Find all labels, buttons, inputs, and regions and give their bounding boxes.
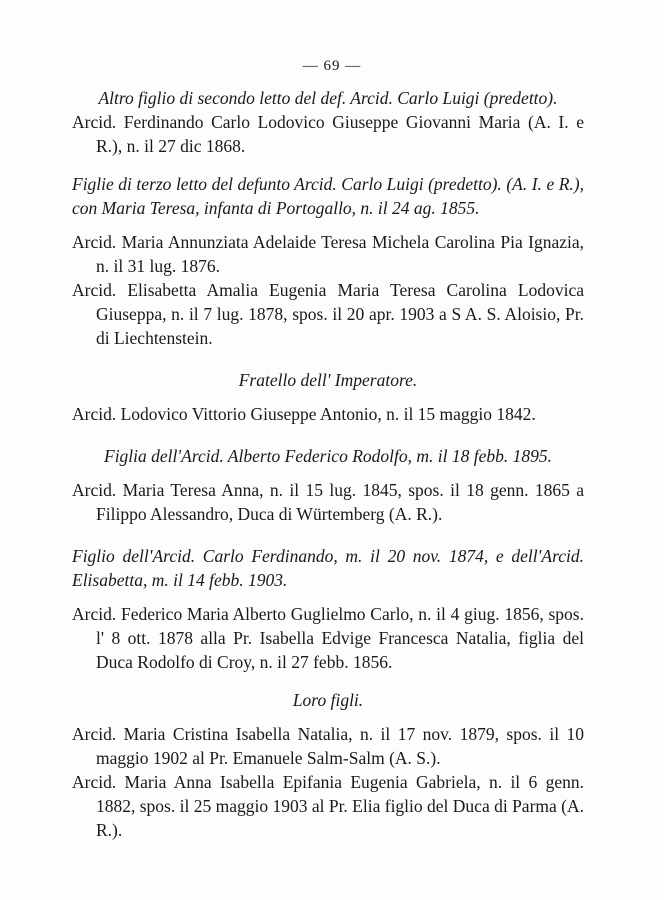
genealogy-entry: Arcid. Federico Maria Alberto Guglielmo Carlo, n. il 4 giug. 1856, spos. l' 8 ott. 1878 alla Pr. Isabella Edvige Francesca Natalia, figlia del Duca Rodolfo di Croy, n. il 27 febb. 1856. — [72, 604, 584, 672]
genealogy-entry: Arcid. Lodovico Vittorio Giuseppe Antonio, n. il 15 maggio 1842. — [72, 404, 536, 424]
section-heading: Figlie di terzo letto del defunto Arcid. Carlo Luigi (predetto). (A. I. e R.), con Maria Teresa, infanta di Portogallo, n. il 24 ag. 1855. — [72, 174, 584, 218]
genealogy-entry: Arcid. Maria Annunziata Adelaide Teresa Michela Carolina Pia Ignazia, n. il 31 lug. 1876. — [72, 232, 584, 276]
section-heading: Altro figlio di secondo letto del def. Arcid. Carlo Luigi (predetto). — [98, 88, 558, 108]
genealogy-entry: Arcid. Maria Cristina Isabella Natalia, n. il 17 nov. 1879, spos. il 10 maggio 1902 al Pr. Emanuele Salm-Salm (A. S.). — [72, 724, 584, 768]
page-number: — 69 — — [302, 58, 362, 74]
genealogy-entry: Arcid. Maria Anna Isabella Epifania Eugenia Gabriela, n. il 6 genn. 1882, spos. il 25 maggio 1903 al Pr. Elia figlio del Duca di Parma (A. R.). — [72, 772, 584, 840]
section-heading: Fratello dell' Imperatore. — [238, 370, 418, 390]
genealogy-entry: Arcid. Maria Teresa Anna, n. il 15 lug. 1845, spos. il 18 genn. 1865 a Filippo Alessandro, Duca di Würtemberg (A. R.). — [72, 480, 584, 524]
genealogy-entry: Arcid. Ferdinando Carlo Lodovico Giuseppe Giovanni Maria (A. I. e R.), n. il 27 dic 1868. — [72, 112, 584, 156]
genealogy-entry: Arcid. Elisabetta Amalia Eugenia Maria Teresa Carolina Lodovica Giuseppa, n. il 7 lug. 1878, spos. il 20 apr. 1903 a S A. S. Aloisio, Pr. di Liechtenstein. — [72, 280, 584, 348]
section-heading: Figlia dell'Arcid. Alberto Federico Rodolfo, m. il 18 febb. 1895. — [104, 446, 552, 466]
page-content — [72, 86, 584, 842]
section-heading: Figlio dell'Arcid. Carlo Ferdinando, m. il 20 nov. 1874, e dell'Arcid. Elisabetta, m. il 14 febb. 1903. — [72, 546, 584, 590]
section-heading: Loro figli. — [292, 690, 364, 710]
